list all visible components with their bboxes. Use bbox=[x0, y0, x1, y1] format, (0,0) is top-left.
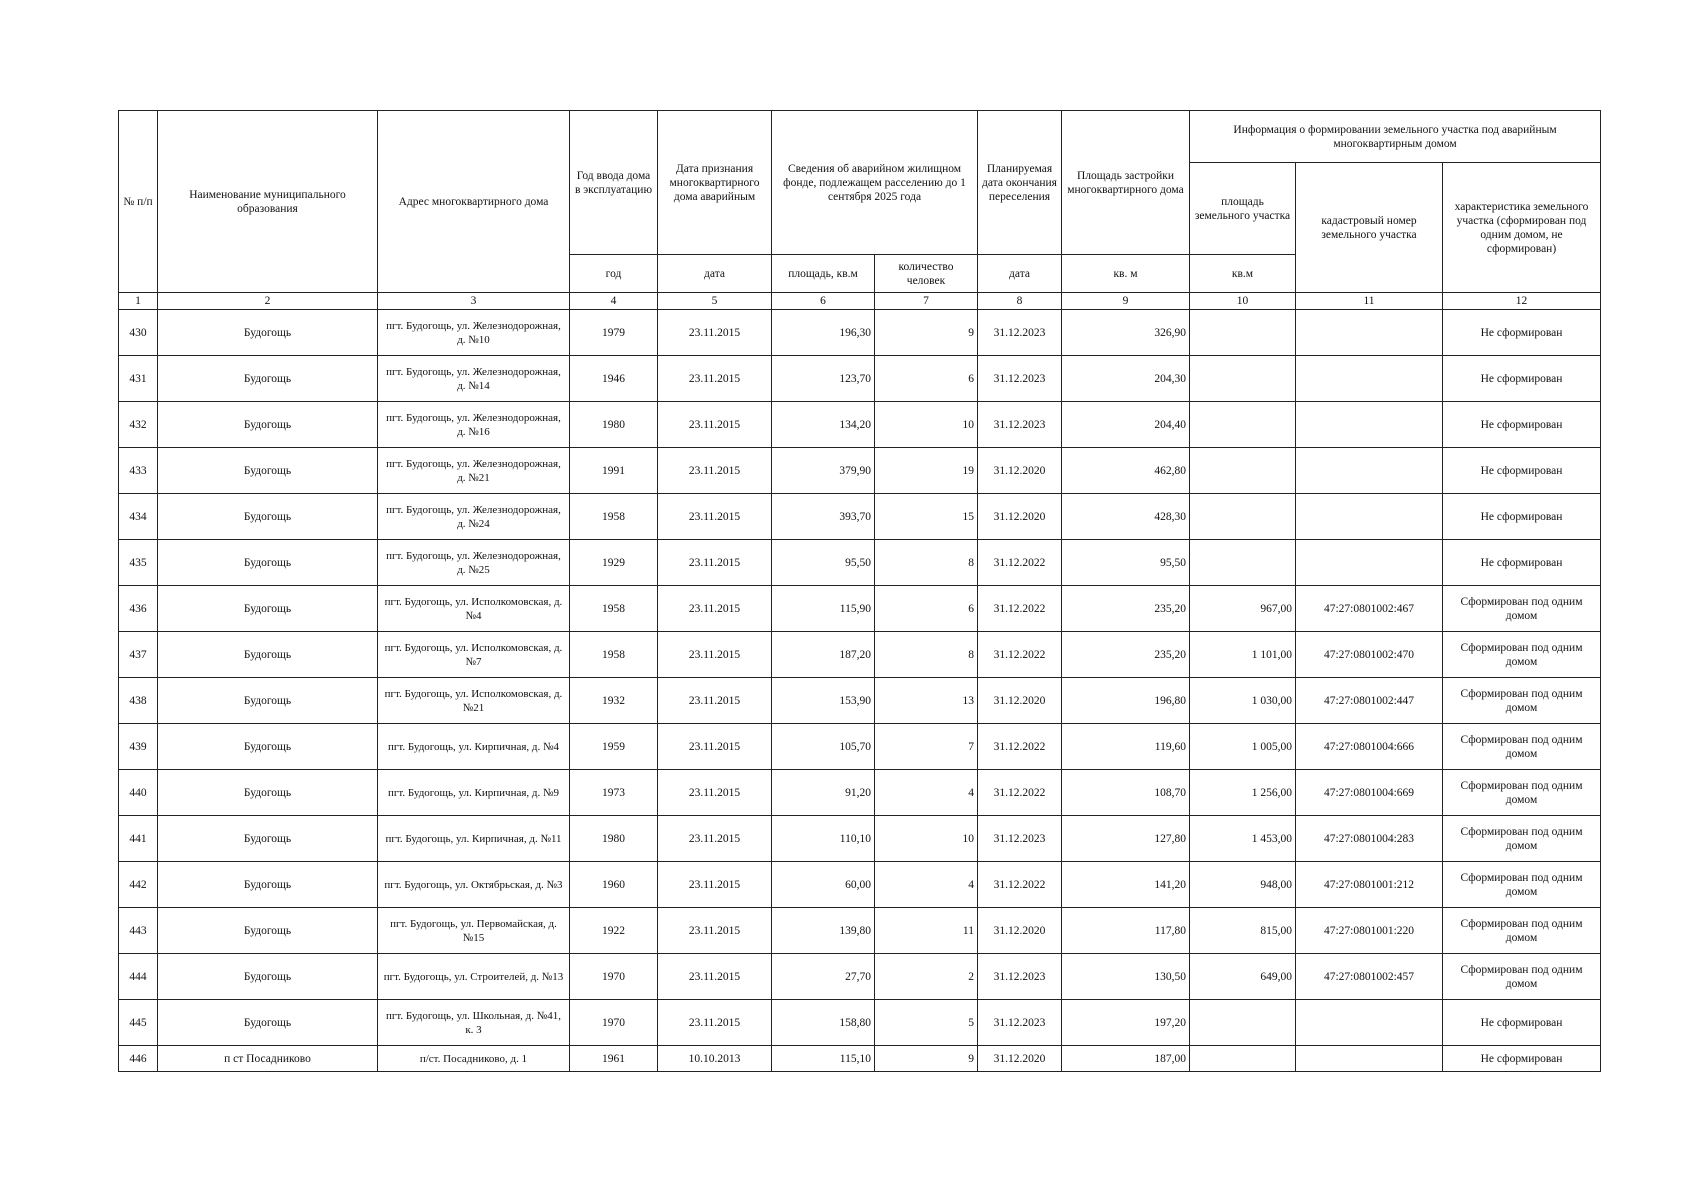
land-area-cell: 1 030,00 bbox=[1190, 678, 1296, 724]
emergency-area-cell: 393,70 bbox=[772, 494, 875, 540]
municipality-cell: Будогощь bbox=[158, 310, 378, 356]
land-characteristic-cell: Не сформирован bbox=[1443, 310, 1601, 356]
header-year-commissioned: Год ввода дома в эксплуатацию bbox=[570, 111, 658, 255]
build-area-cell: 119,60 bbox=[1062, 724, 1190, 770]
row-number: 433 bbox=[119, 448, 158, 494]
planned-date-cell: 31.12.2022 bbox=[978, 724, 1062, 770]
build-area-cell: 196,80 bbox=[1062, 678, 1190, 724]
people-count-cell: 5 bbox=[875, 1000, 978, 1046]
address-cell: пгт. Будогощь, ул. Железнодорожная, д. №16 bbox=[378, 402, 570, 448]
land-area-cell bbox=[1190, 448, 1296, 494]
address-cell: пгт. Будогощь, ул. Железнодорожная, д. №21 bbox=[378, 448, 570, 494]
table-row bbox=[119, 540, 1601, 586]
planned-date-cell: 31.12.2020 bbox=[978, 908, 1062, 954]
header-num: № п/п bbox=[119, 111, 158, 293]
build-area-cell: 130,50 bbox=[1062, 954, 1190, 1000]
row-number: 442 bbox=[119, 862, 158, 908]
address-cell: пгт. Будогощь, ул. Исполкомовская, д. №21 bbox=[378, 678, 570, 724]
row-number: 440 bbox=[119, 770, 158, 816]
land-area-cell bbox=[1190, 356, 1296, 402]
people-count-cell: 7 bbox=[875, 724, 978, 770]
land-characteristic-cell: Не сформирован bbox=[1443, 540, 1601, 586]
year-cell: 1959 bbox=[570, 724, 658, 770]
header-cadastral: кадастровый номер земельного участка bbox=[1296, 163, 1443, 293]
build-area-cell: 127,80 bbox=[1062, 816, 1190, 862]
land-area-cell bbox=[1190, 494, 1296, 540]
emergency-area-cell: 123,70 bbox=[772, 356, 875, 402]
land-characteristic-cell: Сформирован под одним домом bbox=[1443, 954, 1601, 1000]
table-row bbox=[119, 1046, 1601, 1072]
municipality-cell: Будогощь bbox=[158, 1000, 378, 1046]
land-characteristic-cell: Сформирован под одним домом bbox=[1443, 908, 1601, 954]
column-number: 3 bbox=[378, 293, 570, 310]
people-count-cell: 19 bbox=[875, 448, 978, 494]
land-area-cell: 967,00 bbox=[1190, 586, 1296, 632]
municipality-cell: Будогощь bbox=[158, 632, 378, 678]
row-number: 445 bbox=[119, 1000, 158, 1046]
build-area-cell: 204,30 bbox=[1062, 356, 1190, 402]
emergency-housing-table bbox=[118, 110, 1601, 1072]
land-characteristic-cell: Не сформирован bbox=[1443, 1000, 1601, 1046]
planned-date-cell: 31.12.2022 bbox=[978, 862, 1062, 908]
land-area-cell: 815,00 bbox=[1190, 908, 1296, 954]
planned-date-cell: 31.12.2023 bbox=[978, 356, 1062, 402]
emergency-area-cell: 158,80 bbox=[772, 1000, 875, 1046]
build-area-cell: 95,50 bbox=[1062, 540, 1190, 586]
land-area-cell: 1 256,00 bbox=[1190, 770, 1296, 816]
table-row bbox=[119, 402, 1601, 448]
header-planned-end: Планируемая дата окончания переселения bbox=[978, 111, 1062, 255]
land-characteristic-cell: Сформирован под одним домом bbox=[1443, 862, 1601, 908]
unit-people: количество человек bbox=[875, 255, 978, 293]
year-cell: 1991 bbox=[570, 448, 658, 494]
land-area-cell: 1 453,00 bbox=[1190, 816, 1296, 862]
row-number: 446 bbox=[119, 1046, 158, 1072]
cadastral-number-cell: 47:27:0801002:457 bbox=[1296, 954, 1443, 1000]
planned-date-cell: 31.12.2020 bbox=[978, 448, 1062, 494]
municipality-cell: Будогощь bbox=[158, 862, 378, 908]
people-count-cell: 8 bbox=[875, 632, 978, 678]
address-cell: пгт. Будогощь, ул. Кирпичная, д. №4 bbox=[378, 724, 570, 770]
land-characteristic-cell: Не сформирован bbox=[1443, 448, 1601, 494]
build-area-cell: 235,20 bbox=[1062, 586, 1190, 632]
address-cell: пгт. Будогощь, ул. Кирпичная, д. №11 bbox=[378, 816, 570, 862]
planned-date-cell: 31.12.2023 bbox=[978, 954, 1062, 1000]
municipality-cell: п ст Посадниково bbox=[158, 1046, 378, 1072]
cadastral-number-cell bbox=[1296, 448, 1443, 494]
planned-date-cell: 31.12.2020 bbox=[978, 494, 1062, 540]
emergency-area-cell: 110,10 bbox=[772, 816, 875, 862]
column-number: 4 bbox=[570, 293, 658, 310]
address-cell: пгт. Будогощь, ул. Строителей, д. №13 bbox=[378, 954, 570, 1000]
year-cell: 1932 bbox=[570, 678, 658, 724]
address-cell: пгт. Будогощь, ул. Железнодорожная, д. №25 bbox=[378, 540, 570, 586]
year-cell: 1929 bbox=[570, 540, 658, 586]
cadastral-number-cell: 47:27:0801004:283 bbox=[1296, 816, 1443, 862]
address-cell: пгт. Будогощь, ул. Железнодорожная, д. №10 bbox=[378, 310, 570, 356]
build-area-cell: 197,20 bbox=[1062, 1000, 1190, 1046]
year-cell: 1970 bbox=[570, 954, 658, 1000]
row-number: 430 bbox=[119, 310, 158, 356]
address-cell: пгт. Будогощь, ул. Кирпичная, д. №9 bbox=[378, 770, 570, 816]
municipality-cell: Будогощь bbox=[158, 954, 378, 1000]
municipality-cell: Будогощь bbox=[158, 540, 378, 586]
year-cell: 1973 bbox=[570, 770, 658, 816]
land-characteristic-cell: Не сформирован bbox=[1443, 1046, 1601, 1072]
table-row bbox=[119, 356, 1601, 402]
table-row bbox=[119, 494, 1601, 540]
emergency-area-cell: 196,30 bbox=[772, 310, 875, 356]
land-area-cell: 649,00 bbox=[1190, 954, 1296, 1000]
header-emergency-info: Сведения об аварийном жилищном фонде, подлежащем расселению до 1 сентября 2025 года bbox=[772, 111, 978, 255]
recognition-date-cell: 23.11.2015 bbox=[658, 678, 772, 724]
column-number: 7 bbox=[875, 293, 978, 310]
cadastral-number-cell bbox=[1296, 1046, 1443, 1072]
planned-date-cell: 31.12.2023 bbox=[978, 1000, 1062, 1046]
planned-date-cell: 31.12.2023 bbox=[978, 402, 1062, 448]
build-area-cell: 108,70 bbox=[1062, 770, 1190, 816]
emergency-area-cell: 115,10 bbox=[772, 1046, 875, 1072]
unit-area: площадь, кв.м bbox=[772, 255, 875, 293]
header-date-recognized: Дата признания многоквартирного дома аварийным bbox=[658, 111, 772, 255]
cadastral-number-cell: 47:27:0801002:467 bbox=[1296, 586, 1443, 632]
year-cell: 1958 bbox=[570, 632, 658, 678]
municipality-cell: Будогощь bbox=[158, 586, 378, 632]
unit-planned-date: дата bbox=[978, 255, 1062, 293]
municipality-cell: Будогощь bbox=[158, 770, 378, 816]
people-count-cell: 11 bbox=[875, 908, 978, 954]
recognition-date-cell: 23.11.2015 bbox=[658, 770, 772, 816]
land-area-cell: 1 101,00 bbox=[1190, 632, 1296, 678]
land-characteristic-cell: Не сформирован bbox=[1443, 402, 1601, 448]
people-count-cell: 6 bbox=[875, 356, 978, 402]
land-characteristic-cell: Сформирован под одним домом bbox=[1443, 586, 1601, 632]
row-number: 431 bbox=[119, 356, 158, 402]
recognition-date-cell: 23.11.2015 bbox=[658, 586, 772, 632]
header-land-info: Информация о формировании земельного участка под аварийным многоквартирным домом bbox=[1190, 111, 1601, 163]
year-cell: 1961 bbox=[570, 1046, 658, 1072]
land-characteristic-cell: Сформирован под одним домом bbox=[1443, 632, 1601, 678]
people-count-cell: 9 bbox=[875, 310, 978, 356]
row-number: 444 bbox=[119, 954, 158, 1000]
address-cell: пгт. Будогощь, ул. Железнодорожная, д. №14 bbox=[378, 356, 570, 402]
column-number-row bbox=[119, 293, 1601, 310]
column-number: 6 bbox=[772, 293, 875, 310]
build-area-cell: 141,20 bbox=[1062, 862, 1190, 908]
cadastral-number-cell: 47:27:0801002:470 bbox=[1296, 632, 1443, 678]
row-number: 432 bbox=[119, 402, 158, 448]
cadastral-number-cell: 47:27:0801004:666 bbox=[1296, 724, 1443, 770]
emergency-area-cell: 27,70 bbox=[772, 954, 875, 1000]
emergency-area-cell: 134,20 bbox=[772, 402, 875, 448]
column-number: 12 bbox=[1443, 293, 1601, 310]
recognition-date-cell: 23.11.2015 bbox=[658, 908, 772, 954]
land-area-cell bbox=[1190, 402, 1296, 448]
row-number: 434 bbox=[119, 494, 158, 540]
recognition-date-cell: 23.11.2015 bbox=[658, 954, 772, 1000]
land-area-cell bbox=[1190, 310, 1296, 356]
column-number: 2 bbox=[158, 293, 378, 310]
emergency-area-cell: 105,70 bbox=[772, 724, 875, 770]
cadastral-number-cell bbox=[1296, 356, 1443, 402]
build-area-cell: 326,90 bbox=[1062, 310, 1190, 356]
land-characteristic-cell: Не сформирован bbox=[1443, 356, 1601, 402]
table-row bbox=[119, 310, 1601, 356]
year-cell: 1980 bbox=[570, 402, 658, 448]
recognition-date-cell: 23.11.2015 bbox=[658, 494, 772, 540]
column-number: 9 bbox=[1062, 293, 1190, 310]
address-cell: пгт. Будогощь, ул. Исполкомовская, д. №7 bbox=[378, 632, 570, 678]
land-characteristic-cell: Сформирован под одним домом bbox=[1443, 816, 1601, 862]
unit-land-area: кв.м bbox=[1190, 255, 1296, 293]
table-row bbox=[119, 724, 1601, 770]
recognition-date-cell: 23.11.2015 bbox=[658, 402, 772, 448]
build-area-cell: 235,20 bbox=[1062, 632, 1190, 678]
unit-date: дата bbox=[658, 255, 772, 293]
recognition-date-cell: 23.11.2015 bbox=[658, 724, 772, 770]
land-area-cell: 1 005,00 bbox=[1190, 724, 1296, 770]
emergency-area-cell: 187,20 bbox=[772, 632, 875, 678]
people-count-cell: 15 bbox=[875, 494, 978, 540]
table-row bbox=[119, 448, 1601, 494]
people-count-cell: 4 bbox=[875, 862, 978, 908]
row-number: 439 bbox=[119, 724, 158, 770]
address-cell: пгт. Будогощь, ул. Первомайская, д. №15 bbox=[378, 908, 570, 954]
municipality-cell: Будогощь bbox=[158, 908, 378, 954]
table-row bbox=[119, 678, 1601, 724]
cadastral-number-cell bbox=[1296, 402, 1443, 448]
column-number: 10 bbox=[1190, 293, 1296, 310]
people-count-cell: 9 bbox=[875, 1046, 978, 1072]
cadastral-number-cell bbox=[1296, 494, 1443, 540]
row-number: 443 bbox=[119, 908, 158, 954]
year-cell: 1960 bbox=[570, 862, 658, 908]
recognition-date-cell: 23.11.2015 bbox=[658, 540, 772, 586]
address-cell: пгт. Будогощь, ул. Железнодорожная, д. №24 bbox=[378, 494, 570, 540]
municipality-cell: Будогощь bbox=[158, 724, 378, 770]
planned-date-cell: 31.12.2020 bbox=[978, 678, 1062, 724]
emergency-area-cell: 115,90 bbox=[772, 586, 875, 632]
cadastral-number-cell: 47:27:0801004:669 bbox=[1296, 770, 1443, 816]
address-cell: пгт. Будогощь, ул. Школьная, д. №41, к. 3 bbox=[378, 1000, 570, 1046]
emergency-area-cell: 379,90 bbox=[772, 448, 875, 494]
table-row bbox=[119, 862, 1601, 908]
land-characteristic-cell: Сформирован под одним домом bbox=[1443, 724, 1601, 770]
people-count-cell: 10 bbox=[875, 816, 978, 862]
recognition-date-cell: 23.11.2015 bbox=[658, 310, 772, 356]
address-cell: пгт. Будогощь, ул. Исполкомовская, д. №4 bbox=[378, 586, 570, 632]
address-cell: п/ст. Посадниково, д. 1 bbox=[378, 1046, 570, 1072]
table-row bbox=[119, 770, 1601, 816]
row-number: 435 bbox=[119, 540, 158, 586]
land-area-cell bbox=[1190, 1046, 1296, 1072]
year-cell: 1958 bbox=[570, 586, 658, 632]
column-number: 8 bbox=[978, 293, 1062, 310]
people-count-cell: 8 bbox=[875, 540, 978, 586]
column-number: 1 bbox=[119, 293, 158, 310]
table-row bbox=[119, 816, 1601, 862]
recognition-date-cell: 23.11.2015 bbox=[658, 816, 772, 862]
recognition-date-cell: 23.11.2015 bbox=[658, 356, 772, 402]
municipality-cell: Будогощь bbox=[158, 494, 378, 540]
table-row bbox=[119, 632, 1601, 678]
land-characteristic-cell: Сформирован под одним домом bbox=[1443, 770, 1601, 816]
cadastral-number-cell: 47:27:0801002:447 bbox=[1296, 678, 1443, 724]
table-row bbox=[119, 1000, 1601, 1046]
header-build-area: Площадь застройки многоквартирного дома bbox=[1062, 111, 1190, 255]
land-area-cell bbox=[1190, 540, 1296, 586]
emergency-area-cell: 153,90 bbox=[772, 678, 875, 724]
header-address: Адрес многоквартирного дома bbox=[378, 111, 570, 293]
header-municipality: Наименование муниципального образования bbox=[158, 111, 378, 293]
land-area-cell bbox=[1190, 1000, 1296, 1046]
header-land-characteristic: характеристика земельного участка (сформирован под одним домом, не сформирован) bbox=[1443, 163, 1601, 293]
planned-date-cell: 31.12.2023 bbox=[978, 816, 1062, 862]
build-area-cell: 428,30 bbox=[1062, 494, 1190, 540]
people-count-cell: 2 bbox=[875, 954, 978, 1000]
municipality-cell: Будогощь bbox=[158, 678, 378, 724]
cadastral-number-cell bbox=[1296, 310, 1443, 356]
people-count-cell: 10 bbox=[875, 402, 978, 448]
emergency-area-cell: 60,00 bbox=[772, 862, 875, 908]
emergency-area-cell: 91,20 bbox=[772, 770, 875, 816]
cadastral-number-cell: 47:27:0801001:220 bbox=[1296, 908, 1443, 954]
recognition-date-cell: 23.11.2015 bbox=[658, 862, 772, 908]
table-row bbox=[119, 586, 1601, 632]
build-area-cell: 204,40 bbox=[1062, 402, 1190, 448]
year-cell: 1922 bbox=[570, 908, 658, 954]
recognition-date-cell: 23.11.2015 bbox=[658, 448, 772, 494]
planned-date-cell: 31.12.2020 bbox=[978, 1046, 1062, 1072]
header-land-area: площадь земельного участка bbox=[1190, 163, 1296, 255]
year-cell: 1958 bbox=[570, 494, 658, 540]
people-count-cell: 6 bbox=[875, 586, 978, 632]
table-row bbox=[119, 954, 1601, 1000]
recognition-date-cell: 23.11.2015 bbox=[658, 632, 772, 678]
planned-date-cell: 31.12.2022 bbox=[978, 632, 1062, 678]
people-count-cell: 13 bbox=[875, 678, 978, 724]
cadastral-number-cell bbox=[1296, 1000, 1443, 1046]
planned-date-cell: 31.12.2022 bbox=[978, 586, 1062, 632]
people-count-cell: 4 bbox=[875, 770, 978, 816]
land-area-cell: 948,00 bbox=[1190, 862, 1296, 908]
planned-date-cell: 31.12.2023 bbox=[978, 310, 1062, 356]
unit-year: год bbox=[570, 255, 658, 293]
column-number: 11 bbox=[1296, 293, 1443, 310]
recognition-date-cell: 10.10.2013 bbox=[658, 1046, 772, 1072]
land-characteristic-cell: Сформирован под одним домом bbox=[1443, 678, 1601, 724]
planned-date-cell: 31.12.2022 bbox=[978, 770, 1062, 816]
cadastral-number-cell bbox=[1296, 540, 1443, 586]
year-cell: 1980 bbox=[570, 816, 658, 862]
row-number: 438 bbox=[119, 678, 158, 724]
unit-build-area: кв. м bbox=[1062, 255, 1190, 293]
build-area-cell: 462,80 bbox=[1062, 448, 1190, 494]
year-cell: 1979 bbox=[570, 310, 658, 356]
municipality-cell: Будогощь bbox=[158, 448, 378, 494]
row-number: 437 bbox=[119, 632, 158, 678]
municipality-cell: Будогощь bbox=[158, 402, 378, 448]
row-number: 441 bbox=[119, 816, 158, 862]
recognition-date-cell: 23.11.2015 bbox=[658, 1000, 772, 1046]
emergency-area-cell: 139,80 bbox=[772, 908, 875, 954]
land-characteristic-cell: Не сформирован bbox=[1443, 494, 1601, 540]
row-number: 436 bbox=[119, 586, 158, 632]
year-cell: 1946 bbox=[570, 356, 658, 402]
emergency-area-cell: 95,50 bbox=[772, 540, 875, 586]
year-cell: 1970 bbox=[570, 1000, 658, 1046]
column-number: 5 bbox=[658, 293, 772, 310]
cadastral-number-cell: 47:27:0801001:212 bbox=[1296, 862, 1443, 908]
table-row bbox=[119, 908, 1601, 954]
address-cell: пгт. Будогощь, ул. Октябрьская, д. №3 bbox=[378, 862, 570, 908]
build-area-cell: 187,00 bbox=[1062, 1046, 1190, 1072]
build-area-cell: 117,80 bbox=[1062, 908, 1190, 954]
municipality-cell: Будогощь bbox=[158, 816, 378, 862]
planned-date-cell: 31.12.2022 bbox=[978, 540, 1062, 586]
municipality-cell: Будогощь bbox=[158, 356, 378, 402]
